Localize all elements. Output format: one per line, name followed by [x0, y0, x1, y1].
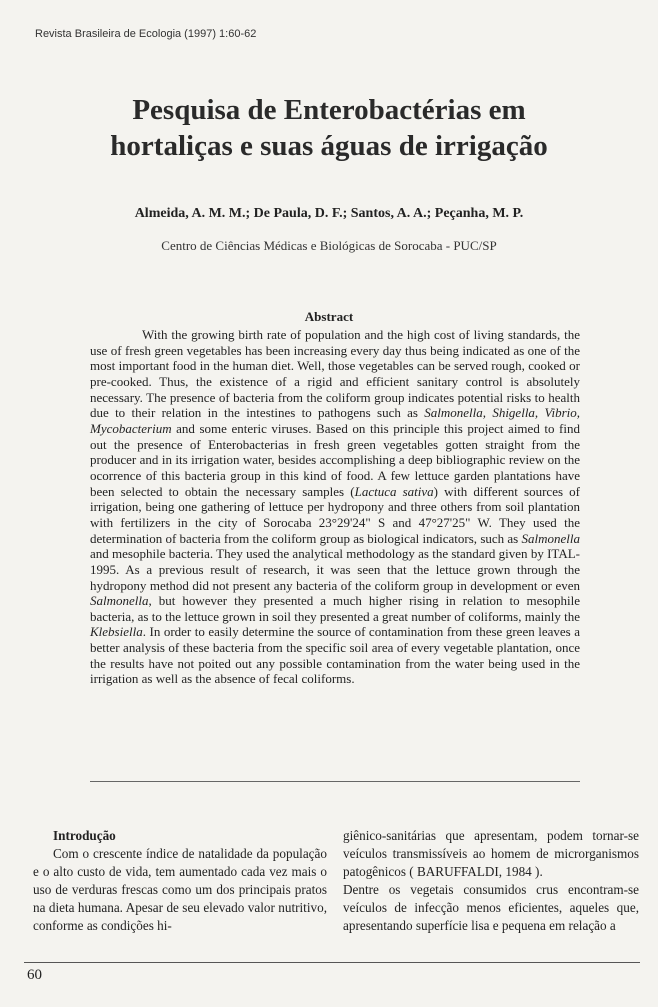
title-line-2: hortaliças e suas águas de irrigação	[110, 130, 548, 162]
abstract-part: . In order to easily determine the source of contamination from these green leaves a better analysis of these bacteria from the specific soil area of every vegetable plantation, once the results have not poited out any possible contamination from the water being used in the irrigation as well as the absence of fecal coliforms.	[90, 624, 580, 687]
intro-left-column	[33, 827, 327, 935]
abstract-divider	[90, 781, 580, 782]
intro-right-column	[343, 827, 639, 935]
article-title	[40, 92, 618, 164]
abstract-part: , but however they presented a much higher rising in relation to mesophile bacteria, as to the lettuce grown in soil they presented a great number of coliforms, mainly the	[90, 593, 580, 624]
intro-paragraph-left: Com o crescente índice de natalidade da população e o alto custo de vida, tem aumentado cada vez mais o uso de verduras frescas como um dos principais pratos na dieta humana. Apesar de seu elevado valor nutritivo, conforme as condições hi-	[33, 846, 327, 933]
abstract-italic: Salmonella, Shigella, Vibrio, Mycobacterium	[90, 405, 580, 436]
footer-divider	[24, 962, 640, 963]
abstract-italic: Salmonella	[90, 593, 149, 609]
abstract-heading: Abstract	[304, 309, 354, 324]
abstract-part: and some enteric viruses. Based on this principle this project aimed to find out the presence of Enterobacterias in fresh green vegetables gotten straight from the producer and in its irrigation water, besides accomplishing a deep bibliographic review on the ocorrence of this bacteria group in this kind of food. A few lettuce garden plantations have been selected to obtain the necessary samples (	[90, 420, 580, 499]
intro-paragraph-right-2: Dentre os vegetais consumidos crus encontram-se veículos de infecção menos eficientes, aqueles que, apresentando superfície lisa e pequena em relação a	[343, 882, 639, 933]
abstract-part: ) with different sources of irrigation, being one gathering of lettuce per hydropony and three others from soil plantation with fertilizers in the city of Sorocaba 23°29'24" S and 47°27'25" W. They used the determination of bacteria from the coliform group as biological indicators, such as	[90, 483, 580, 546]
authors: Almeida, A. M. M.; De Paula, D. F.; Santos, A. A.; Peçanha, M. P.	[134, 206, 524, 221]
abstract-text	[90, 327, 580, 687]
abstract-part: and mesophile bacteria. They used the analytical methodology as the standard given by ITAL-1995. As a previous result of research, it was seen that the lettuce grown through the hydropony method did not present any bacteria of the coliform group in development or even	[90, 546, 580, 593]
title-line-1: Pesquisa de Enterobactérias em	[132, 94, 526, 126]
abstract-italic: Salmonella	[521, 530, 580, 546]
journal-header: Revista Brasileira de Ecologia (1997) 1:60-62	[35, 28, 257, 40]
abstract-italic: Lactuca sativa	[354, 483, 434, 499]
intro-heading: Introdução	[53, 828, 116, 843]
abstract-part: With the growing birth rate of population and the high cost of living standards, the use of fresh green vegetables has been increasing every day thus being indicated as one of the most important food in the human diet. Well, those vegetables can be served rough, cooked or pre-cooked. Thus, the existence of a rigid and efficient sanitary control is absolutely necessary. The presence of bacteria from the coliform group indicates potential risks to health due to their relation in the intestines to pathogens such as	[90, 327, 580, 421]
abstract-italic: Klebsiella	[90, 624, 143, 640]
affiliation: Centro de Ciências Médicas e Biológicas de Sorocaba - PUC/SP	[161, 238, 497, 253]
page-number: 60	[27, 967, 42, 983]
intro-paragraph-right-1: giênico-sanitárias que apresentam, podem tornar-se veículos transmissíveis ao homem de microrganismos patogênicos ( BARUFFALDI, 1984 ).	[343, 828, 639, 879]
